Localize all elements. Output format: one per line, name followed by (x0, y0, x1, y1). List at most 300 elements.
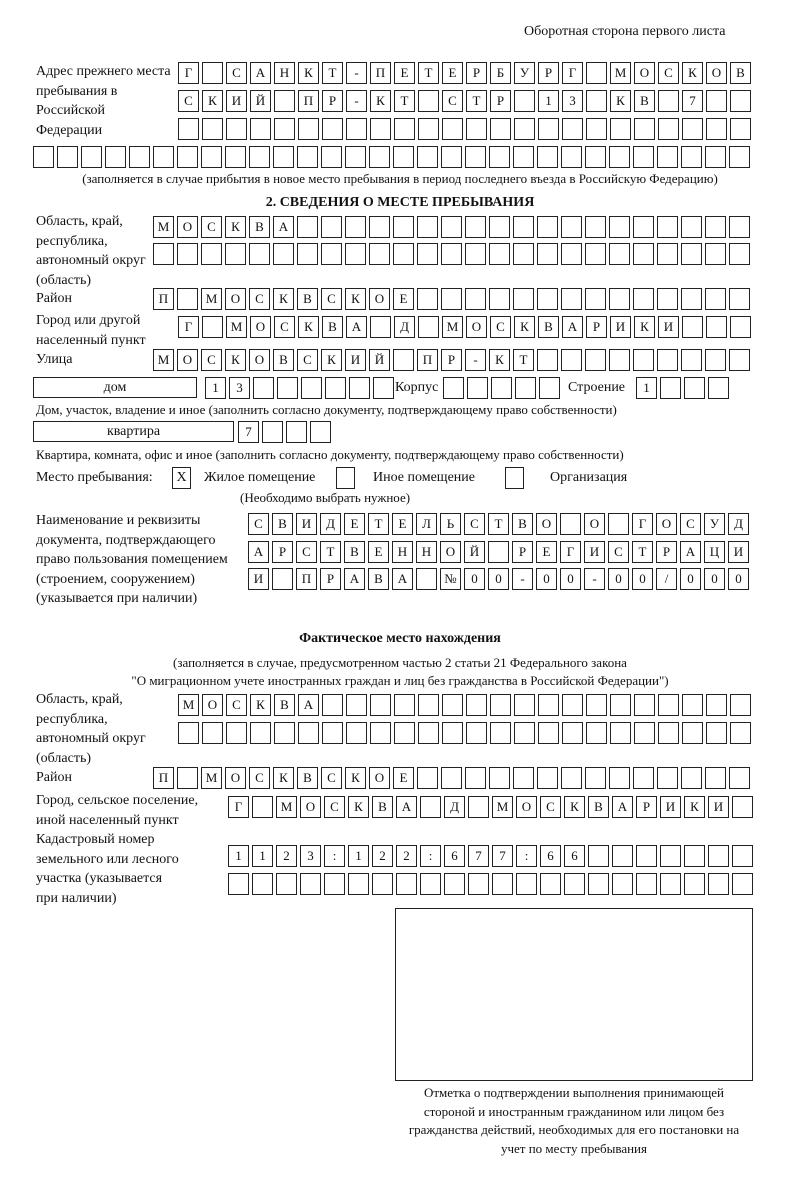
form-cell[interactable] (370, 118, 391, 140)
form-cell[interactable] (416, 568, 437, 590)
form-cell[interactable] (321, 243, 342, 265)
form-cell[interactable] (658, 694, 679, 716)
form-cell[interactable] (153, 243, 174, 265)
form-cell[interactable]: Т (466, 90, 487, 112)
form-cell[interactable]: О (536, 513, 557, 535)
form-cell[interactable] (561, 216, 582, 238)
form-cell[interactable] (609, 349, 630, 371)
form-cell[interactable] (657, 243, 678, 265)
form-cell[interactable]: В (372, 796, 393, 818)
form-cell[interactable]: О (300, 796, 321, 818)
form-cell[interactable] (633, 216, 654, 238)
form-cell[interactable]: С (540, 796, 561, 818)
form-cell[interactable]: Е (393, 767, 414, 789)
form-cell[interactable] (441, 146, 462, 168)
form-cell[interactable] (681, 243, 702, 265)
form-cell[interactable] (417, 146, 438, 168)
form-cell[interactable] (706, 90, 727, 112)
form-cell[interactable] (588, 845, 609, 867)
form-cell[interactable]: А (396, 796, 417, 818)
form-cell[interactable] (298, 722, 319, 744)
form-cell[interactable] (730, 722, 751, 744)
form-cell[interactable] (178, 722, 199, 744)
form-cell[interactable] (226, 118, 247, 140)
form-cell[interactable]: Р (512, 541, 533, 563)
form-cell[interactable]: В (368, 568, 389, 590)
form-cell[interactable] (490, 118, 511, 140)
form-cell[interactable]: С (248, 513, 269, 535)
house-type-field[interactable]: дом (33, 377, 197, 398)
form-cell[interactable]: 1 (205, 377, 226, 399)
form-cell[interactable]: Е (368, 541, 389, 563)
form-cell[interactable] (417, 216, 438, 238)
form-cell[interactable] (346, 722, 367, 744)
form-cell[interactable] (586, 118, 607, 140)
form-cell[interactable] (586, 90, 607, 112)
form-cell[interactable]: П (153, 288, 174, 310)
form-cell[interactable] (706, 694, 727, 716)
form-cell[interactable] (564, 873, 585, 895)
form-cell[interactable] (346, 694, 367, 716)
form-cell[interactable]: Е (394, 62, 415, 84)
form-cell[interactable] (537, 146, 558, 168)
form-cell[interactable] (418, 90, 439, 112)
form-cell[interactable]: С (608, 541, 629, 563)
form-cell[interactable] (729, 349, 750, 371)
form-cell[interactable]: В (274, 694, 295, 716)
form-cell[interactable] (300, 873, 321, 895)
form-cell[interactable] (705, 243, 726, 265)
form-cell[interactable] (262, 421, 283, 443)
form-cell[interactable]: Т (368, 513, 389, 535)
form-cell[interactable] (729, 288, 750, 310)
form-cell[interactable]: В (249, 216, 270, 238)
form-cell[interactable]: О (440, 541, 461, 563)
form-cell[interactable] (225, 243, 246, 265)
form-cell[interactable]: 0 (488, 568, 509, 590)
checkbox-organization[interactable] (505, 467, 524, 489)
form-cell[interactable]: Т (632, 541, 653, 563)
form-cell[interactable] (657, 767, 678, 789)
form-cell[interactable] (442, 694, 463, 716)
form-cell[interactable] (310, 421, 331, 443)
form-cell[interactable]: Р (466, 62, 487, 84)
form-cell[interactable]: А (248, 541, 269, 563)
form-cell[interactable]: И (296, 513, 317, 535)
form-cell[interactable] (393, 243, 414, 265)
form-cell[interactable]: К (684, 796, 705, 818)
form-cell[interactable]: Т (488, 513, 509, 535)
form-cell[interactable] (489, 767, 510, 789)
form-cell[interactable] (539, 377, 560, 399)
form-cell[interactable]: О (634, 62, 655, 84)
form-cell[interactable] (561, 767, 582, 789)
form-cell[interactable] (537, 349, 558, 371)
checkbox-residential[interactable]: Х (172, 467, 191, 489)
form-cell[interactable] (443, 377, 464, 399)
form-cell[interactable] (418, 118, 439, 140)
form-cell[interactable]: И (728, 541, 749, 563)
form-cell[interactable] (442, 118, 463, 140)
form-cell[interactable] (417, 288, 438, 310)
form-cell[interactable] (729, 767, 750, 789)
form-cell[interactable]: В (297, 288, 318, 310)
form-cell[interactable] (612, 845, 633, 867)
form-cell[interactable] (634, 118, 655, 140)
form-cell[interactable]: - (465, 349, 486, 371)
form-cell[interactable] (489, 216, 510, 238)
form-cell[interactable] (273, 243, 294, 265)
form-cell[interactable]: С (442, 90, 463, 112)
form-cell[interactable] (297, 146, 318, 168)
form-cell[interactable] (250, 722, 271, 744)
form-cell[interactable] (634, 694, 655, 716)
form-cell[interactable]: С (464, 513, 485, 535)
form-cell[interactable] (588, 873, 609, 895)
form-cell[interactable]: Н (416, 541, 437, 563)
form-cell[interactable] (201, 146, 222, 168)
form-cell[interactable] (681, 146, 702, 168)
form-cell[interactable]: 7 (492, 845, 513, 867)
form-cell[interactable]: 0 (560, 568, 581, 590)
form-cell[interactable]: Т (322, 62, 343, 84)
form-cell[interactable] (705, 349, 726, 371)
form-cell[interactable] (467, 377, 488, 399)
form-cell[interactable] (202, 722, 223, 744)
form-cell[interactable]: К (514, 316, 535, 338)
form-cell[interactable] (608, 513, 629, 535)
form-cell[interactable]: О (177, 216, 198, 238)
form-cell[interactable] (418, 694, 439, 716)
form-cell[interactable] (153, 146, 174, 168)
form-cell[interactable]: 3 (562, 90, 583, 112)
form-cell[interactable]: Р (538, 62, 559, 84)
form-cell[interactable] (636, 845, 657, 867)
form-cell[interactable] (465, 243, 486, 265)
form-cell[interactable]: 0 (704, 568, 725, 590)
form-cell[interactable] (515, 377, 536, 399)
form-cell[interactable] (250, 118, 271, 140)
form-cell[interactable] (349, 377, 370, 399)
form-cell[interactable] (657, 288, 678, 310)
form-cell[interactable]: И (658, 316, 679, 338)
form-cell[interactable]: К (564, 796, 585, 818)
form-cell[interactable] (729, 216, 750, 238)
form-cell[interactable] (705, 146, 726, 168)
form-cell[interactable]: О (202, 694, 223, 716)
form-cell[interactable] (225, 146, 246, 168)
form-cell[interactable] (514, 90, 535, 112)
form-cell[interactable]: С (297, 349, 318, 371)
form-cell[interactable] (321, 146, 342, 168)
form-cell[interactable] (585, 767, 606, 789)
form-cell[interactable]: Е (344, 513, 365, 535)
form-cell[interactable] (249, 243, 270, 265)
form-cell[interactable] (286, 421, 307, 443)
form-cell[interactable]: Й (250, 90, 271, 112)
form-cell[interactable]: И (660, 796, 681, 818)
form-cell[interactable] (610, 694, 631, 716)
form-cell[interactable] (538, 118, 559, 140)
form-cell[interactable] (682, 722, 703, 744)
checkbox-other-premises[interactable] (336, 467, 355, 489)
form-cell[interactable] (657, 349, 678, 371)
cadastral-row-2[interactable] (228, 873, 753, 895)
form-cell[interactable] (297, 243, 318, 265)
form-cell[interactable] (610, 118, 631, 140)
form-cell[interactable] (730, 90, 751, 112)
form-cell[interactable] (489, 288, 510, 310)
form-cell[interactable] (345, 243, 366, 265)
form-cell[interactable]: Р (490, 90, 511, 112)
actual-region-row-1[interactable] (178, 694, 751, 716)
form-cell[interactable]: В (538, 316, 559, 338)
form-cell[interactable] (609, 767, 630, 789)
form-cell[interactable]: Ь (440, 513, 461, 535)
form-cell[interactable] (322, 118, 343, 140)
form-cell[interactable]: И (226, 90, 247, 112)
form-cell[interactable] (345, 216, 366, 238)
form-cell[interactable] (562, 118, 583, 140)
form-cell[interactable]: 0 (632, 568, 653, 590)
form-cell[interactable]: А (273, 216, 294, 238)
form-cell[interactable] (609, 146, 630, 168)
form-cell[interactable]: М (201, 288, 222, 310)
form-cell[interactable]: / (656, 568, 677, 590)
form-cell[interactable] (514, 118, 535, 140)
form-cell[interactable] (537, 288, 558, 310)
form-cell[interactable] (636, 873, 657, 895)
form-cell[interactable] (682, 694, 703, 716)
prev-address-row-2[interactable] (178, 90, 751, 112)
prev-address-row-4[interactable] (33, 146, 750, 168)
form-cell[interactable] (465, 146, 486, 168)
form-cell[interactable]: : (420, 845, 441, 867)
form-cell[interactable]: С (321, 288, 342, 310)
form-cell[interactable] (441, 288, 462, 310)
form-cell[interactable] (489, 243, 510, 265)
form-cell[interactable]: Ц (704, 541, 725, 563)
form-cell[interactable] (81, 146, 102, 168)
form-cell[interactable] (684, 845, 705, 867)
form-cell[interactable]: В (273, 349, 294, 371)
form-cell[interactable]: П (153, 767, 174, 789)
form-cell[interactable] (468, 873, 489, 895)
form-cell[interactable]: С (178, 90, 199, 112)
form-cell[interactable] (297, 216, 318, 238)
form-cell[interactable] (228, 873, 249, 895)
form-cell[interactable]: О (249, 349, 270, 371)
form-cell[interactable] (274, 90, 295, 112)
form-cell[interactable]: 2 (372, 845, 393, 867)
form-cell[interactable] (537, 216, 558, 238)
form-cell[interactable]: Р (586, 316, 607, 338)
form-cell[interactable] (369, 216, 390, 238)
form-cell[interactable] (465, 216, 486, 238)
form-cell[interactable] (633, 243, 654, 265)
form-cell[interactable] (513, 288, 534, 310)
form-cell[interactable] (466, 118, 487, 140)
form-cell[interactable]: Р (656, 541, 677, 563)
form-cell[interactable] (708, 377, 729, 399)
form-cell[interactable] (730, 118, 751, 140)
form-cell[interactable] (324, 873, 345, 895)
form-cell[interactable]: К (489, 349, 510, 371)
form-cell[interactable]: Е (393, 288, 414, 310)
form-cell[interactable]: 1 (538, 90, 559, 112)
form-cell[interactable] (682, 118, 703, 140)
prev-address-row-1[interactable] (178, 62, 751, 84)
actual-region-row-2[interactable] (178, 722, 751, 744)
form-cell[interactable] (729, 243, 750, 265)
form-cell[interactable] (465, 288, 486, 310)
form-cell[interactable] (684, 377, 705, 399)
form-cell[interactable] (729, 146, 750, 168)
form-cell[interactable]: О (466, 316, 487, 338)
form-cell[interactable]: Н (274, 62, 295, 84)
form-cell[interactable]: М (492, 796, 513, 818)
house-number-row[interactable] (205, 377, 394, 399)
form-cell[interactable]: И (610, 316, 631, 338)
form-cell[interactable] (660, 873, 681, 895)
form-cell[interactable]: 6 (444, 845, 465, 867)
form-cell[interactable]: С (680, 513, 701, 535)
form-cell[interactable]: С (274, 316, 295, 338)
form-cell[interactable] (705, 216, 726, 238)
form-cell[interactable] (178, 118, 199, 140)
form-cell[interactable] (393, 146, 414, 168)
form-cell[interactable] (516, 873, 537, 895)
form-cell[interactable]: К (273, 767, 294, 789)
street-row[interactable] (153, 349, 750, 371)
form-cell[interactable]: И (345, 349, 366, 371)
form-cell[interactable]: 0 (608, 568, 629, 590)
form-cell[interactable] (585, 349, 606, 371)
form-cell[interactable] (681, 349, 702, 371)
form-cell[interactable]: П (370, 62, 391, 84)
form-cell[interactable]: Г (178, 62, 199, 84)
form-cell[interactable] (105, 146, 126, 168)
form-cell[interactable]: 1 (252, 845, 273, 867)
form-cell[interactable]: Б (490, 62, 511, 84)
form-cell[interactable] (442, 722, 463, 744)
form-cell[interactable]: Г (562, 62, 583, 84)
form-cell[interactable]: К (321, 349, 342, 371)
form-cell[interactable]: М (201, 767, 222, 789)
form-cell[interactable]: 1 (228, 845, 249, 867)
form-cell[interactable] (730, 316, 751, 338)
form-cell[interactable] (394, 694, 415, 716)
form-cell[interactable]: А (612, 796, 633, 818)
form-cell[interactable] (682, 316, 703, 338)
form-cell[interactable]: Г (178, 316, 199, 338)
form-cell[interactable] (373, 377, 394, 399)
form-cell[interactable] (490, 694, 511, 716)
form-cell[interactable]: Д (320, 513, 341, 535)
form-cell[interactable] (441, 216, 462, 238)
form-cell[interactable] (488, 541, 509, 563)
form-cell[interactable] (681, 216, 702, 238)
form-cell[interactable]: К (348, 796, 369, 818)
form-cell[interactable] (253, 377, 274, 399)
form-cell[interactable]: В (297, 767, 318, 789)
form-cell[interactable] (468, 796, 489, 818)
form-cell[interactable] (394, 118, 415, 140)
form-cell[interactable]: О (706, 62, 727, 84)
form-cell[interactable] (513, 216, 534, 238)
form-cell[interactable]: 6 (540, 845, 561, 867)
form-cell[interactable] (418, 722, 439, 744)
form-cell[interactable]: А (680, 541, 701, 563)
form-cell[interactable] (610, 722, 631, 744)
form-cell[interactable]: К (345, 288, 366, 310)
form-cell[interactable] (465, 767, 486, 789)
form-cell[interactable] (441, 767, 462, 789)
form-cell[interactable] (660, 377, 681, 399)
form-cell[interactable] (538, 694, 559, 716)
form-cell[interactable]: К (610, 90, 631, 112)
region-row-1[interactable] (153, 216, 750, 238)
form-cell[interactable] (705, 288, 726, 310)
form-cell[interactable] (586, 62, 607, 84)
form-cell[interactable] (537, 243, 558, 265)
form-cell[interactable] (129, 146, 150, 168)
form-cell[interactable]: 3 (229, 377, 250, 399)
form-cell[interactable] (418, 316, 439, 338)
form-cell[interactable] (345, 146, 366, 168)
form-cell[interactable] (561, 288, 582, 310)
form-cell[interactable] (277, 377, 298, 399)
district-row[interactable] (153, 288, 750, 310)
form-cell[interactable]: С (201, 349, 222, 371)
form-cell[interactable]: : (516, 845, 537, 867)
form-cell[interactable]: К (682, 62, 703, 84)
form-cell[interactable]: 7 (468, 845, 489, 867)
form-cell[interactable]: И (708, 796, 729, 818)
form-cell[interactable] (561, 349, 582, 371)
form-cell[interactable]: О (516, 796, 537, 818)
form-cell[interactable] (177, 243, 198, 265)
form-cell[interactable]: В (512, 513, 533, 535)
form-cell[interactable] (513, 146, 534, 168)
region-row-2[interactable] (153, 243, 750, 265)
form-cell[interactable] (633, 349, 654, 371)
form-cell[interactable] (660, 845, 681, 867)
form-cell[interactable]: - (584, 568, 605, 590)
form-cell[interactable] (537, 767, 558, 789)
form-cell[interactable]: А (250, 62, 271, 84)
form-cell[interactable] (732, 796, 753, 818)
form-cell[interactable] (732, 873, 753, 895)
city-row[interactable] (178, 316, 751, 338)
form-cell[interactable]: О (369, 767, 390, 789)
cadastral-row-1[interactable] (228, 845, 753, 867)
form-cell[interactable]: Й (369, 349, 390, 371)
form-cell[interactable]: К (345, 767, 366, 789)
form-cell[interactable] (684, 873, 705, 895)
form-cell[interactable] (585, 288, 606, 310)
form-cell[interactable]: Р (272, 541, 293, 563)
form-cell[interactable] (586, 694, 607, 716)
form-cell[interactable] (57, 146, 78, 168)
form-cell[interactable]: Е (536, 541, 557, 563)
form-cell[interactable] (177, 146, 198, 168)
form-cell[interactable]: М (276, 796, 297, 818)
form-cell[interactable]: В (344, 541, 365, 563)
form-cell[interactable] (705, 767, 726, 789)
form-cell[interactable]: К (298, 316, 319, 338)
form-cell[interactable] (706, 118, 727, 140)
